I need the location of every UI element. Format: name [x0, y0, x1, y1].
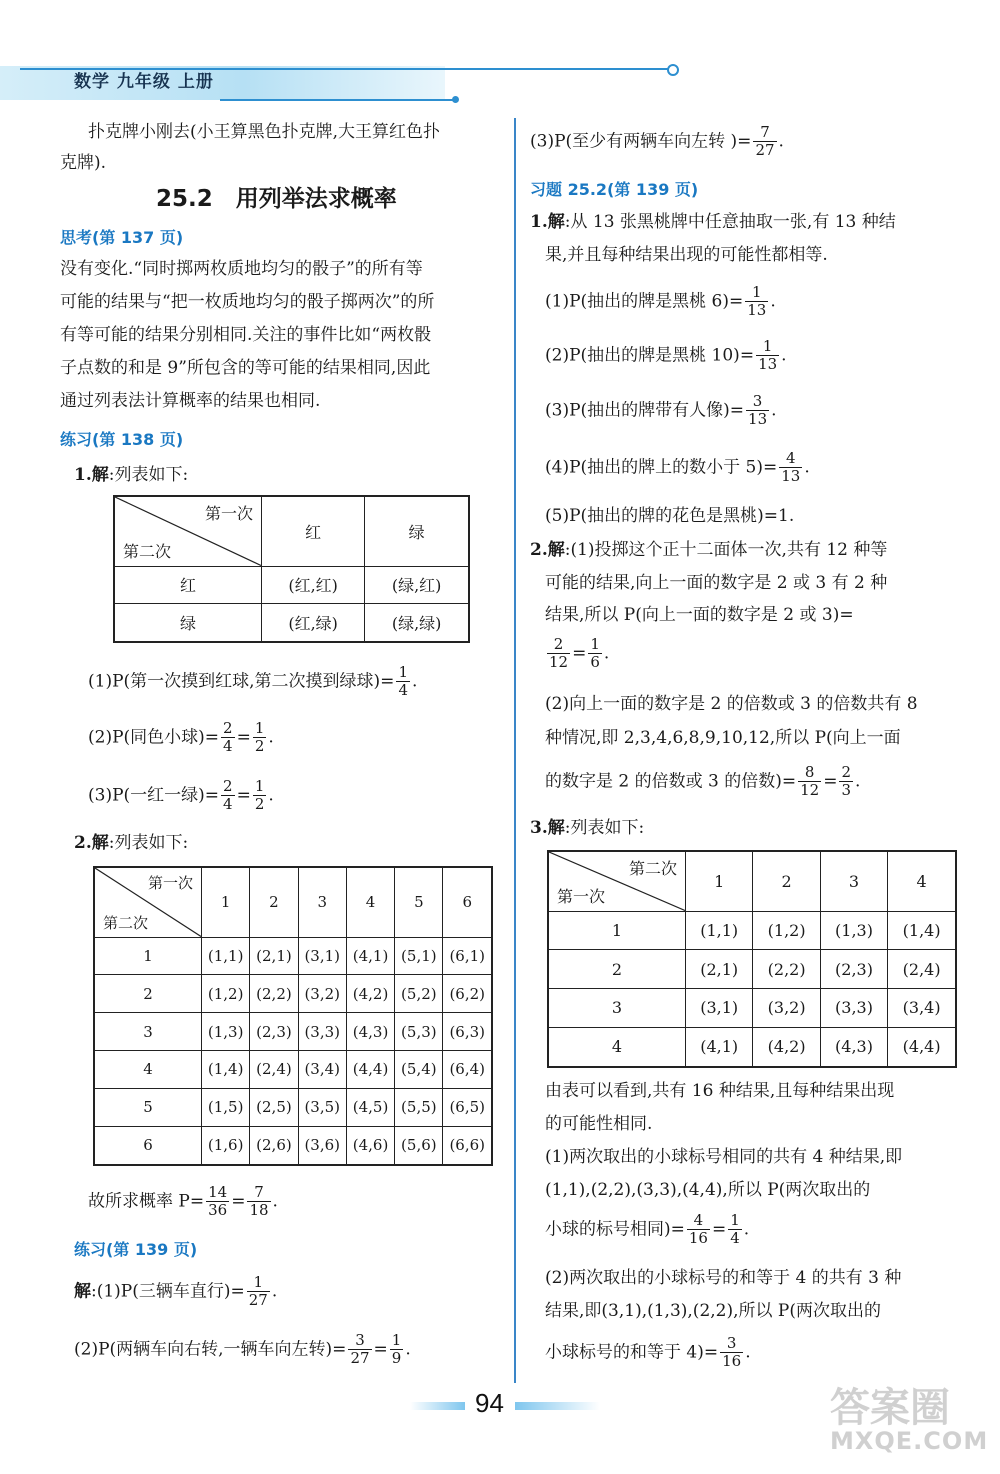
table-cell: (1,6) [202, 1126, 250, 1165]
table-two-ball-draw [113, 495, 470, 643]
e-answer-3: (3)P(至少有两辆车向左转 )= $\frac{7}{27}$ . [530, 123, 784, 160]
h1-prob-1: (1)P(抽出的牌是黑桃 6)= $\frac{1}{13}$ . [545, 283, 776, 320]
table-cell: (1,2) [753, 911, 820, 950]
h2-line-2: 可能的结果,向上一面的数字是 2 或 3 有 2 种 [545, 573, 888, 593]
table-row [94, 1050, 492, 1088]
table-cell: (绿,红) [365, 566, 469, 604]
h2-line-6: 的数字是 2 的倍数或 3 的倍数)= $\frac{8}{12}$ = $\frac{2}{3}$ . [545, 763, 861, 800]
page-number-deco-left [410, 1402, 465, 1410]
table-cell: (3,3) [298, 1013, 346, 1051]
row-header: 2 [94, 975, 202, 1013]
table-cell: (1,4) [888, 911, 956, 950]
h1-prob-4: (4)P(抽出的牌上的数小于 5)= $\frac{4}{13}$ . [545, 449, 810, 486]
h1-prob-3: (3)P(抽出的牌带有人像)= $\frac{3}{13}$ . [545, 392, 777, 429]
col-header: 绿 [365, 496, 469, 566]
table-row [548, 1027, 956, 1067]
table-cell: (2,6) [250, 1126, 298, 1165]
table-cell: (3,1) [686, 989, 753, 1028]
table-two-balls [547, 850, 957, 1068]
table-cell: (4,3) [820, 1027, 887, 1067]
row-header: 5 [94, 1088, 202, 1126]
corner-top-label: 第一次 [204, 504, 253, 523]
table-cell: (4,1) [346, 937, 394, 975]
table-cell: (2,2) [250, 975, 298, 1013]
table-cell: (5,5) [395, 1088, 443, 1126]
table-cell: (6,4) [443, 1050, 492, 1088]
table-cell: (2,3) [820, 950, 887, 989]
table-cell: (红,红) [262, 566, 365, 604]
homework-heading: 习题 25.2(第 139 页) [530, 180, 699, 199]
row-header: 1 [548, 911, 686, 950]
table-row [114, 566, 469, 604]
col-header: 4 [346, 867, 394, 937]
table-cell: (1,1) [202, 937, 250, 975]
table-cell: (5,4) [395, 1050, 443, 1088]
table-cell: (4,6) [346, 1126, 394, 1165]
q2-answer: 故所求概率 P= $\frac{14}{36}$ = $\frac{7}{18}$ . [88, 1183, 278, 1220]
table-cell: (6,1) [443, 937, 492, 975]
table-row [94, 1126, 492, 1165]
book-title: 数学 九年级 上册 [74, 72, 214, 92]
table-cell: (1,4) [202, 1050, 250, 1088]
row-header: 4 [548, 1027, 686, 1067]
table-cell: (3,5) [298, 1088, 346, 1126]
h2-result-1: $\frac{2}{12}$ = $\frac{1}{6}$ . [549, 635, 610, 672]
h3-line-7: 结果,即(3,1),(1,3),(2,2),所以 P(两次取出的 [545, 1301, 881, 1321]
table-cell: (1,3) [202, 1013, 250, 1051]
table-row [548, 989, 956, 1028]
intro-line-2: 克牌). [60, 153, 107, 173]
corner-bottom-label: 第二次 [123, 541, 172, 561]
think-heading: 思考(第 137 页) [60, 228, 184, 247]
table-cell: (6,5) [443, 1088, 492, 1126]
table-cell: (3,3) [820, 989, 887, 1028]
col-header: 4 [888, 851, 956, 911]
table-row [548, 950, 956, 989]
col-header: 3 [298, 867, 346, 937]
table-cell: (3,6) [298, 1126, 346, 1165]
table-cell: (4,2) [753, 1027, 820, 1067]
table-cell: (3,4) [298, 1050, 346, 1088]
table-cell: (5,3) [395, 1013, 443, 1051]
table-cell: (绿,绿) [365, 604, 469, 642]
intro-line-1: 扑克牌小刚去(小王算黑色扑克牌,大王算红色扑 [88, 122, 441, 142]
h3-line-3: (1)两次取出的小球标号相同的共有 4 种结果,即 [545, 1147, 903, 1167]
col-header: 6 [443, 867, 492, 937]
table-cell: (1,3) [820, 911, 887, 950]
table-cell: (4,4) [346, 1050, 394, 1088]
table-cell: (2,4) [250, 1050, 298, 1088]
header-rule-end-dot [667, 64, 679, 76]
row-header: 3 [94, 1013, 202, 1051]
e-answer-2: (2)P(两辆车向右转,一辆车向左转)= $\frac{3}{27}$ = $\frac{1}{9}$ . [74, 1331, 411, 1368]
corner-bottom-label: 第二次 [103, 913, 149, 932]
header-rule-lower-dot [452, 96, 459, 103]
think-line-3: 有等可能的结果分别相同.关注的事件比如“两枚骰 [60, 325, 432, 345]
h1-prob-2: (2)P(抽出的牌是黑桃 10)= $\frac{1}{13}$ . [545, 337, 787, 374]
exercise-138-heading: 练习(第 138 页) [60, 430, 184, 449]
table-cell: (5,2) [395, 975, 443, 1013]
row-header: 绿 [114, 604, 262, 642]
table-row [94, 937, 492, 975]
corner-top-label: 第二次 [628, 859, 677, 878]
table-corner [114, 496, 262, 566]
think-line-4: 子点数的和是 9”所包含的等可能的结果相同,因此 [60, 358, 431, 378]
page-number: 94 [475, 1388, 504, 1418]
corner-top-label: 第一次 [147, 874, 193, 892]
table-cell: (2,4) [888, 950, 956, 989]
table-cell: (2,5) [250, 1088, 298, 1126]
think-line-5: 通过列表法计算概率的结果也相同. [60, 391, 321, 411]
col-header: 1 [686, 851, 753, 911]
table-cell: (3,1) [298, 937, 346, 975]
table-cell: (2,3) [250, 1013, 298, 1051]
h3-line-5: 小球的标号相同)= $\frac{4}{16}$ = $\frac{1}{4}$ . [545, 1211, 750, 1248]
h3-line-4: (1,1),(2,2),(3,3),(4,4),所以 P(两次取出的 [545, 1180, 871, 1200]
table-cell: (3,4) [888, 989, 956, 1028]
row-header: 2 [548, 950, 686, 989]
prob-3: (3)P(一红一绿)= $\frac{2}{4}$ = $\frac{1}{2}$ . [88, 777, 274, 814]
h3-line-6: (2)两次取出的小球标号的和等于 4 的共有 3 种 [545, 1268, 902, 1288]
think-line-1: 没有变化.“同时掷两枚质地均匀的骰子”的所有等 [60, 259, 423, 279]
h1-line-1: 1.解:从 13 张黑桃牌中任意抽取一张,有 13 种结 [530, 212, 896, 232]
table-cell: (1,2) [202, 975, 250, 1013]
watermark-logo: 答案圈 MXQE.COM [830, 1385, 989, 1455]
header-rule [20, 68, 670, 70]
col-header: 5 [395, 867, 443, 937]
table-cell: (4,4) [888, 1027, 956, 1067]
corner-bottom-label: 第一次 [557, 886, 606, 906]
row-header: 3 [548, 989, 686, 1028]
think-line-2: 可能的结果与“把一枚质地均匀的骰子掷两次”的所 [60, 292, 435, 312]
prob-2: (2)P(同色小球)= $\frac{2}{4}$ = $\frac{1}{2}$ . [88, 719, 274, 756]
table-cell: (2,1) [250, 937, 298, 975]
table-cell: (2,1) [686, 950, 753, 989]
table-cell: (6,3) [443, 1013, 492, 1051]
table-cell: (4,3) [346, 1013, 394, 1051]
h1-line-2: 果,并且每种结果出现的可能性都相等. [545, 245, 828, 265]
table-cell: (2,2) [753, 950, 820, 989]
h3-line-2: 的可能性相同. [545, 1114, 653, 1134]
h3-line-8: 小球标号的和等于 4)= $\frac{3}{16}$ . [545, 1334, 751, 1371]
table-corner [94, 867, 202, 937]
table-row [94, 1013, 492, 1051]
header-rule-lower [220, 99, 455, 101]
table-cell: (4,1) [686, 1027, 753, 1067]
table-cell: (6,2) [443, 975, 492, 1013]
table-cell: (5,1) [395, 937, 443, 975]
column-divider [514, 118, 516, 1383]
h1-prob-5: (5)P(抽出的牌的花色是黑桃)=1. [545, 506, 795, 526]
col-header: 红 [262, 496, 365, 566]
table-cell: (1,1) [686, 911, 753, 950]
e-answer-1: 解:(1)P(三辆车直行)= $\frac{1}{27}$ . [74, 1273, 278, 1310]
page-number-deco-right [515, 1402, 600, 1410]
table-cell: (3,2) [298, 975, 346, 1013]
table-cell: (5,6) [395, 1126, 443, 1165]
table-cell: (4,5) [346, 1088, 394, 1126]
h2-line-5: 种情况,即 2,3,4,6,8,9,10,12,所以 P(向上一面 [545, 728, 901, 748]
table-cell: (红,绿) [262, 604, 365, 642]
h2-line-1: 2.解:(1)投掷这个正十二面体一次,共有 12 种等 [530, 540, 888, 560]
section-title: 25.2 用列举法求概率 [156, 186, 397, 212]
table-cell: (1,5) [202, 1088, 250, 1126]
h3-line-1: 由表可以看到,共有 16 种结果,且每种结果出现 [545, 1081, 895, 1101]
table-corner [548, 851, 686, 911]
col-header: 2 [250, 867, 298, 937]
row-header: 红 [114, 566, 262, 604]
col-header: 3 [820, 851, 887, 911]
h3-intro: 3.解:列表如下: [530, 818, 645, 838]
table-row [94, 1088, 492, 1126]
col-header: 2 [753, 851, 820, 911]
exercise-139-heading: 练习(第 139 页) [74, 1240, 198, 1259]
table-row [94, 975, 492, 1013]
table-row [114, 604, 469, 642]
table-cell: (3,2) [753, 989, 820, 1028]
row-header: 6 [94, 1126, 202, 1165]
q2-intro: 2.解:列表如下: [74, 833, 189, 853]
col-header: 1 [202, 867, 250, 937]
header-band [0, 66, 445, 100]
table-two-dice [93, 866, 493, 1166]
q1-intro: 1.解:列表如下: [74, 465, 189, 485]
h2-line-4: (2)向上一面的数字是 2 的倍数或 3 的倍数共有 8 [545, 694, 918, 714]
table-cell: (4,2) [346, 975, 394, 1013]
prob-1: (1)P(第一次摸到红球,第二次摸到绿球)= $\frac{1}{4}$ . [88, 663, 418, 700]
row-header: 1 [94, 937, 202, 975]
row-header: 4 [94, 1050, 202, 1088]
table-row [548, 911, 956, 950]
h2-line-3: 结果,所以 P(向上一面的数字是 2 或 3)= [545, 605, 854, 625]
table-cell: (6,6) [443, 1126, 492, 1165]
